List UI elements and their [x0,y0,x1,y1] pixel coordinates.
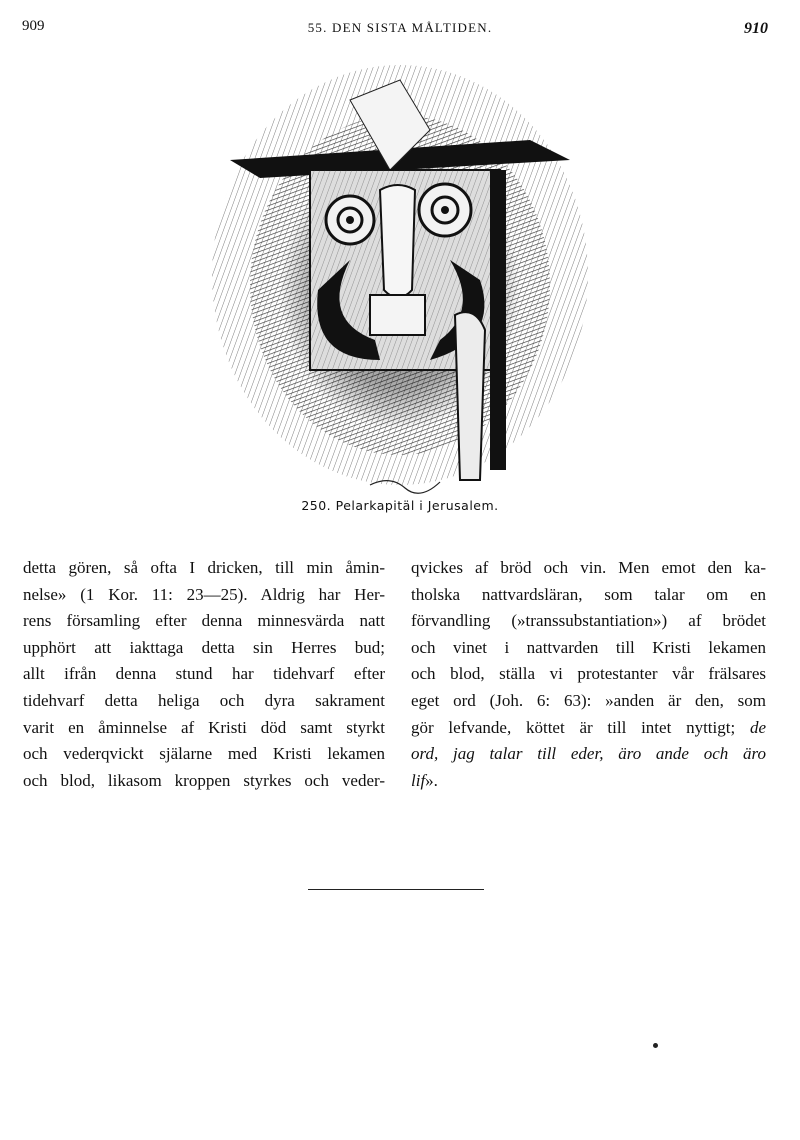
text-line: och vinet i nattvarden till Kristi lekamen [411,637,766,657]
text-line: qvickes af bröd och vin. Men emot den ka- [411,558,766,577]
page-number-left: 909 [22,18,45,34]
text-line: allt ifrån denna stund har tidehvarf efter [23,664,385,684]
figure-caption: 250. Pelarkapitäl i Jerusalem. [301,498,499,513]
italic-text: de [749,717,767,737]
text-line: och vederqvickt själarne med Kristi lekamen [23,744,385,764]
italic-text: lif [411,770,426,790]
text-line [411,715,766,742]
running-title: 55. DEN SISTA MÅLTIDEN. [307,20,493,35]
text-line: och blod, ställa vi protestanter vår frälsares [411,664,766,684]
ink-speck [653,1043,658,1048]
text-line: tidehvarf detta heliga och dyra sakrament [23,690,385,710]
text-segment: gör lefvande, köttet är till intet nyttigt; [411,717,736,737]
text-line: förvandling (»transsubstantiation») af brödet [411,611,766,631]
italic-text-line: ord, jag talar till eder, äro ande och äro [411,744,766,764]
engraving-illustration [200,60,600,500]
text-line: upphört att iakttaga detta sin Herres bud; [23,637,385,657]
text-line: tholska nattvardsläran, som talar om en [411,584,766,604]
section-rule [308,889,484,890]
page-number-right: 910 [744,20,768,37]
text-segment: ». [425,770,438,790]
text-line: och blod, likasom kroppen styrkes och veder- [23,770,385,790]
text-line: detta gören, så ofta I dricken, till min åmin- [23,558,385,577]
text-line: eget ord (Joh. 6: 63): »anden är den, som [411,690,766,710]
text-column-left [23,555,385,794]
page-header [0,18,800,42]
pillar-capital-engraving [200,60,600,500]
text-line: rens församling efter denna minnesvärda natt [23,611,385,631]
text-line: nelse» (1 Kor. 11: 23—25). Aldrig har Her- [23,584,385,604]
text-line: varit en åminnelse af Kristi död samt styrkt [23,717,385,737]
text-column-right [411,555,766,794]
text-line [411,768,766,795]
